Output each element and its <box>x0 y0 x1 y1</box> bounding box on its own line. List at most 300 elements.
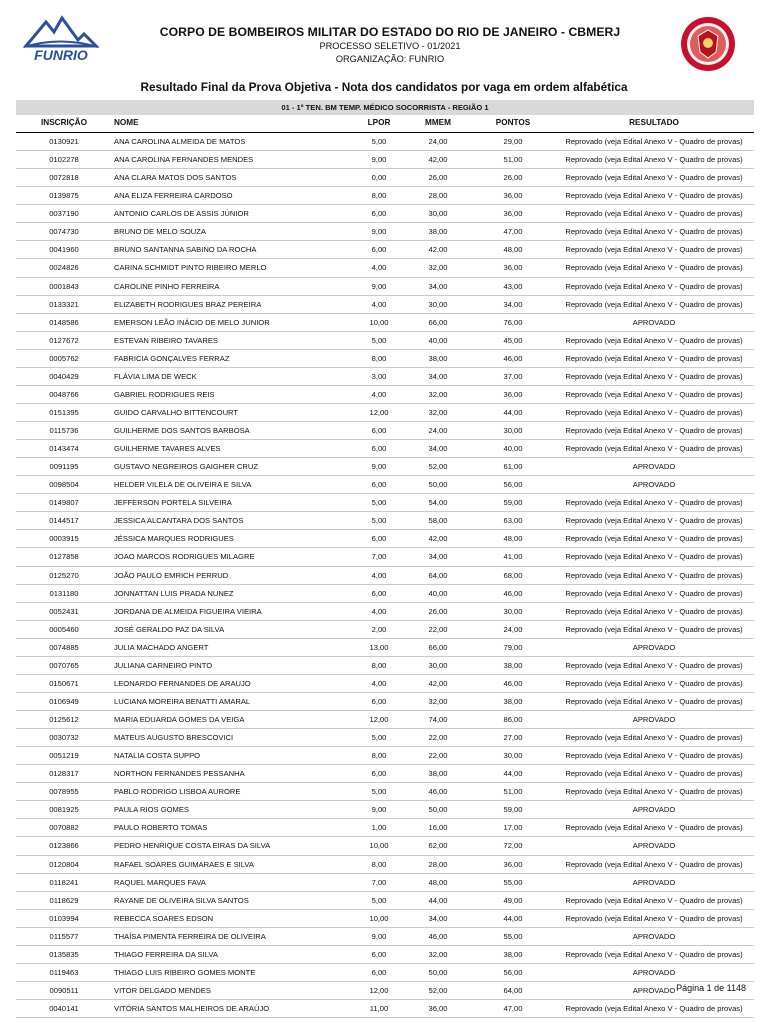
cell-inscricao: 0135835 <box>49 949 79 959</box>
col-nome: NOME <box>114 118 139 127</box>
cell-mmem: 34,00 <box>428 913 448 923</box>
cell-inscricao: 0090511 <box>49 985 79 995</box>
cell-mmem: 24,00 <box>428 426 448 435</box>
cell-nome: ANA CAROLINA ALMEIDA DE MATOS <box>114 137 246 146</box>
cell-lpor: 5,00 <box>371 498 387 508</box>
col-mmem: MMEM <box>425 118 451 127</box>
cell-mmem: 30,00 <box>428 660 448 670</box>
cell-mmem: 34,00 <box>428 552 448 562</box>
cell-mmem: 42,00 <box>428 245 448 255</box>
cell-mmem: 54,00 <box>428 498 448 508</box>
cell-pontos: 17,00 <box>503 823 523 833</box>
cell-lpor: 5,00 <box>371 137 387 146</box>
cell-inscricao: 0102278 <box>49 155 79 165</box>
cell-pontos: 46,00 <box>503 678 523 688</box>
cell-inscricao: 0005762 <box>49 353 79 363</box>
table-row <box>16 494 754 512</box>
table-row <box>16 892 754 910</box>
cell-pontos: 44,00 <box>503 769 523 779</box>
col-pontos: PONTOS <box>495 118 531 127</box>
table-row <box>16 223 754 241</box>
cell-inscricao: 0040429 <box>49 371 79 381</box>
cell-lpor: 0,00 <box>371 173 387 183</box>
cell-mmem: 50,00 <box>428 480 448 490</box>
cell-mmem: 38,00 <box>428 227 448 237</box>
cell-nome: GABRIEL RODRIGUES REIS <box>114 389 215 399</box>
cell-inscricao: 0151395 <box>49 407 79 417</box>
cell-mmem: 32,00 <box>428 949 448 959</box>
cell-lpor: 8,00 <box>371 353 387 363</box>
table-row <box>16 386 754 404</box>
cell-nome: RAYANE DE OLIVEIRA SILVA SANTOS <box>114 895 249 905</box>
cell-pontos: 26,00 <box>503 173 523 183</box>
cell-nome: RAQUEL MARQUES FAVA <box>114 877 206 887</box>
cell-pontos: 55,00 <box>503 931 523 941</box>
cell-resultado: Reprovado (veja Edital Anexo V - Quadro de provas) <box>565 281 743 291</box>
cell-nome: JÉSSICA MARQUES RODRIGUES <box>114 534 234 544</box>
table-row <box>16 187 754 205</box>
cell-mmem: 28,00 <box>428 859 448 869</box>
cell-pontos: 51,00 <box>503 787 523 797</box>
cell-nome: NATALIA COSTA SUPPO <box>114 751 201 761</box>
table-row <box>16 314 754 332</box>
table-row <box>16 404 754 422</box>
cell-inscricao: 0024826 <box>49 263 79 273</box>
cell-lpor: 5,00 <box>371 895 387 905</box>
cell-lpor: 8,00 <box>371 751 387 761</box>
cell-pontos: 76,00 <box>503 317 523 327</box>
cell-resultado: Reprovado (veja Edital Anexo V - Quadro de provas) <box>565 191 743 201</box>
cell-pontos: 56,00 <box>503 967 523 977</box>
cell-inscricao: 0150671 <box>49 678 79 688</box>
cell-resultado: Reprovado (veja Edital Anexo V - Quadro de provas) <box>565 227 743 237</box>
cell-pontos: 24,00 <box>503 624 523 634</box>
cell-mmem: 30,00 <box>428 299 448 309</box>
col-inscricao: INSCRIÇÃO <box>41 118 87 127</box>
cell-pontos: 68,00 <box>503 570 523 580</box>
cell-inscricao: 0133321 <box>49 299 79 309</box>
cell-lpor: 5,00 <box>371 787 387 797</box>
cell-pontos: 36,00 <box>503 263 523 273</box>
cell-pontos: 38,00 <box>503 696 523 706</box>
cell-mmem: 52,00 <box>428 462 448 472</box>
cell-resultado: APROVADO <box>632 877 676 887</box>
cell-pontos: 36,00 <box>503 191 523 201</box>
cell-pontos: 48,00 <box>503 245 523 255</box>
cell-resultado: Reprovado (veja Edital Anexo V - Quadro de provas) <box>565 155 743 165</box>
cell-nome: LEONARDO FERNANDES DE ARAUJO <box>114 678 251 688</box>
cell-lpor: 4,00 <box>371 299 387 309</box>
cell-inscricao: 0131180 <box>49 588 79 598</box>
cell-lpor: 13,00 <box>369 642 389 652</box>
cell-pontos: 47,00 <box>503 227 523 237</box>
cell-nome: GUILHERME TAVARES ALVES <box>114 444 221 454</box>
cell-inscricao: 0003915 <box>49 534 79 544</box>
cell-pontos: 51,00 <box>503 155 523 165</box>
cell-lpor: 2,00 <box>371 624 387 634</box>
table-row <box>16 982 754 1000</box>
cell-mmem: 16,00 <box>428 823 448 833</box>
cell-resultado: APROVADO <box>632 805 676 815</box>
cell-inscricao: 0125270 <box>49 570 79 580</box>
table-header <box>16 118 754 133</box>
cell-inscricao: 0119463 <box>49 967 79 977</box>
cell-mmem: 28,00 <box>428 191 448 201</box>
cell-pontos: 86,00 <box>503 715 523 724</box>
cell-pontos: 36,00 <box>503 389 523 399</box>
cell-mmem: 44,00 <box>428 895 448 905</box>
table-row <box>16 621 754 639</box>
cell-lpor: 4,00 <box>371 263 387 273</box>
cell-inscricao: 0005460 <box>49 624 79 634</box>
cell-resultado: Reprovado (veja Edital Anexo V - Quadro de provas) <box>565 299 743 309</box>
col-lpor: LPOR <box>367 118 391 127</box>
cell-nome: NORTHON FERNANDES PESSANHA <box>114 769 245 779</box>
cell-inscricao: 0051219 <box>49 751 79 761</box>
cell-inscricao: 0130921 <box>49 137 79 146</box>
cell-inscricao: 0144517 <box>49 516 79 526</box>
cell-lpor: 6,00 <box>371 967 387 977</box>
cell-nome: RAFAEL SOARES GUIMARAES E SILVA <box>114 859 254 869</box>
cell-nome: JOÃO PAULO EMRICH PERRUD <box>114 570 229 580</box>
cell-nome: EMERSON LEÃO INÁCIO DE MELO JUNIOR <box>114 317 270 327</box>
cell-inscricao: 0052431 <box>49 606 79 616</box>
cell-pontos: 36,00 <box>503 859 523 869</box>
cell-inscricao: 0120804 <box>49 859 79 869</box>
table-row <box>16 169 754 187</box>
cell-pontos: 30,00 <box>503 606 523 616</box>
table-row <box>16 530 754 548</box>
cell-mmem: 22,00 <box>428 624 448 634</box>
cell-nome: VITÓRIA SANTOS MALHEIROS DE ARAÚJO <box>114 1004 270 1013</box>
cell-inscricao: 0081925 <box>49 805 79 815</box>
cell-lpor: 4,00 <box>371 678 387 688</box>
cell-lpor: 8,00 <box>371 660 387 670</box>
cell-nome: BRUNO SANTANNA SABINO DA ROCHA <box>114 245 257 255</box>
cell-lpor: 4,00 <box>371 606 387 616</box>
cell-mmem: 34,00 <box>428 444 448 454</box>
table-row <box>16 259 754 277</box>
table-row <box>16 603 754 621</box>
cell-resultado: APROVADO <box>632 462 676 472</box>
cell-lpor: 9,00 <box>371 281 387 291</box>
cell-resultado: Reprovado (veja Edital Anexo V - Quadro de provas) <box>565 426 743 435</box>
cell-resultado: Reprovado (veja Edital Anexo V - Quadro de provas) <box>565 949 743 959</box>
cell-inscricao: 0149807 <box>49 498 79 508</box>
cell-mmem: 50,00 <box>428 805 448 815</box>
cell-mmem: 32,00 <box>428 389 448 399</box>
cell-mmem: 42,00 <box>428 534 448 544</box>
cell-pontos: 38,00 <box>503 660 523 670</box>
table-row <box>16 639 754 657</box>
results-table <box>16 133 754 1018</box>
cell-pontos: 55,00 <box>503 877 523 887</box>
cell-resultado: Reprovado (veja Edital Anexo V - Quadro de provas) <box>565 209 743 219</box>
cell-resultado: Reprovado (veja Edital Anexo V - Quadro de provas) <box>565 678 743 688</box>
cell-mmem: 22,00 <box>428 751 448 761</box>
cell-pontos: 29,00 <box>503 137 523 146</box>
cell-inscricao: 0072818 <box>49 173 79 183</box>
cell-mmem: 66,00 <box>428 317 448 327</box>
cell-lpor: 12,00 <box>369 985 389 995</box>
table-row <box>16 928 754 946</box>
table-row <box>16 512 754 530</box>
organization-title: CORPO DE BOMBEIROS MILITAR DO ESTADO DO RIO DE JANEIRO - CBMERJ <box>159 25 621 39</box>
table-row <box>16 657 754 675</box>
cell-inscricao: 0074885 <box>49 642 79 652</box>
cell-inscricao: 0118629 <box>49 895 79 905</box>
cell-mmem: 74,00 <box>428 715 448 724</box>
cell-pontos: 46,00 <box>503 353 523 363</box>
table-row <box>16 819 754 837</box>
cell-nome: LUCIANA MOREIRA BENATTI AMARAL <box>114 696 251 706</box>
cell-nome: JESSICA ALCANTARA DOS SANTOS <box>114 516 244 526</box>
cell-inscricao: 0078955 <box>49 787 79 797</box>
cell-resultado: Reprovado (veja Edital Anexo V - Quadro de provas) <box>565 859 743 869</box>
cell-resultado: Reprovado (veja Edital Anexo V - Quadro de provas) <box>565 751 743 761</box>
cell-nome: ANA CAROLINA FERNANDES MENDES <box>114 155 254 165</box>
cell-nome: JONNATTAN LUIS PRADA NUNEZ <box>114 588 234 598</box>
cell-mmem: 34,00 <box>428 281 448 291</box>
cell-nome: CAROLINE PINHO FERREIRA <box>114 281 220 291</box>
cell-mmem: 24,00 <box>428 137 448 146</box>
cell-mmem: 40,00 <box>428 588 448 598</box>
cell-lpor: 6,00 <box>371 588 387 598</box>
cell-lpor: 10,00 <box>369 913 389 923</box>
cell-inscricao: 0115577 <box>49 931 79 941</box>
cell-nome: FLÁVIA LIMA DE WECK <box>114 371 197 381</box>
cell-mmem: 26,00 <box>428 606 448 616</box>
cell-resultado: APROVADO <box>632 317 676 327</box>
cell-mmem: 26,00 <box>428 173 448 183</box>
cell-pontos: 48,00 <box>503 534 523 544</box>
funrio-logo <box>20 14 102 64</box>
cell-pontos: 47,00 <box>503 1004 523 1013</box>
cell-inscricao: 0048766 <box>49 389 79 399</box>
table-row <box>16 296 754 314</box>
cell-resultado: Reprovado (veja Edital Anexo V - Quadro de provas) <box>565 173 743 183</box>
cell-lpor: 6,00 <box>371 245 387 255</box>
cell-resultado: Reprovado (veja Edital Anexo V - Quadro de provas) <box>565 660 743 670</box>
cell-resultado: Reprovado (veja Edital Anexo V - Quadro de provas) <box>565 588 743 598</box>
cell-pontos: 59,00 <box>503 805 523 815</box>
cell-nome: JULIA MACHADO ANGERT <box>114 642 209 652</box>
cell-resultado: Reprovado (veja Edital Anexo V - Quadro de provas) <box>565 624 743 634</box>
table-row <box>16 458 754 476</box>
cell-resultado: Reprovado (veja Edital Anexo V - Quadro de provas) <box>565 733 743 743</box>
cell-inscricao: 0125612 <box>49 715 79 724</box>
cell-inscricao: 0040141 <box>49 1004 79 1013</box>
cell-resultado: Reprovado (veja Edital Anexo V - Quadro de provas) <box>565 389 743 399</box>
cell-nome: GUSTAVO NEGREIROS GAIGHER CRUZ <box>114 462 259 472</box>
cell-lpor: 11,00 <box>369 1004 389 1013</box>
cell-resultado: Reprovado (veja Edital Anexo V - Quadro de provas) <box>565 1004 743 1013</box>
cell-nome: THAÍSA PIMENTA FERREIRA DE OLIVEIRA <box>114 931 266 941</box>
cell-resultado: Reprovado (veja Edital Anexo V - Quadro de provas) <box>565 696 743 706</box>
cell-lpor: 12,00 <box>369 715 389 724</box>
cell-nome: ELIZABETH RODRIGUES BRAZ PEREIRA <box>114 299 262 309</box>
cell-mmem: 38,00 <box>428 769 448 779</box>
cell-nome: THIAGO FERREIRA DA SILVA <box>114 949 218 959</box>
cell-pontos: 61,00 <box>503 462 523 472</box>
page-number: Página 1 de 1148 <box>676 983 746 993</box>
cell-lpor: 7,00 <box>371 877 387 887</box>
cell-nome: PABLO RODRIGO LISBOA AURORE <box>114 787 241 797</box>
cell-resultado: Reprovado (veja Edital Anexo V - Quadro de provas) <box>565 407 743 417</box>
cell-lpor: 10,00 <box>369 841 389 851</box>
cell-resultado: Reprovado (veja Edital Anexo V - Quadro de provas) <box>565 606 743 616</box>
cell-resultado: APROVADO <box>632 931 676 941</box>
cell-inscricao: 0098504 <box>49 480 79 490</box>
cell-nome: VITOR DELGADO MENDES <box>114 985 211 995</box>
cell-pontos: 46,00 <box>503 588 523 598</box>
table-row <box>16 567 754 585</box>
cell-pontos: 44,00 <box>503 913 523 923</box>
table-row <box>16 133 754 151</box>
cell-inscricao: 0103994 <box>49 913 79 923</box>
table-row <box>16 422 754 440</box>
cell-mmem: 58,00 <box>428 516 448 526</box>
cell-nome: JEFFERSON PORTELA SILVEIRA <box>114 498 232 508</box>
cell-mmem: 46,00 <box>428 787 448 797</box>
cell-nome: THIAGO LUIS RIBEIRO GOMES MONTE <box>114 967 256 977</box>
cell-resultado: Reprovado (veja Edital Anexo V - Quadro de provas) <box>565 895 743 905</box>
cell-resultado: Reprovado (veja Edital Anexo V - Quadro de provas) <box>565 823 743 833</box>
cell-pontos: 44,00 <box>503 407 523 417</box>
cell-nome: ANA ELIZA FERREIRA CARDOSO <box>114 191 233 201</box>
cbmerj-seal <box>680 16 736 72</box>
cell-nome: JULIANA CARNEIRO PINTO <box>114 660 213 670</box>
table-row <box>16 476 754 494</box>
cell-resultado: Reprovado (veja Edital Anexo V - Quadro de provas) <box>565 137 743 146</box>
table-row <box>16 729 754 747</box>
cell-pontos: 36,00 <box>503 209 523 219</box>
cell-mmem: 30,00 <box>428 209 448 219</box>
table-row <box>16 856 754 874</box>
table-row <box>16 440 754 458</box>
page-title: Resultado Final da Prova Objetiva - Nota dos candidatos por vaga em ordem alfabética <box>140 80 628 94</box>
cell-resultado: Reprovado (veja Edital Anexo V - Quadro de provas) <box>565 371 743 381</box>
cell-resultado: Reprovado (veja Edital Anexo V - Quadro de provas) <box>565 570 743 580</box>
table-row <box>16 1000 754 1018</box>
cell-lpor: 9,00 <box>371 227 387 237</box>
cell-lpor: 9,00 <box>371 462 387 472</box>
cell-mmem: 64,00 <box>428 570 448 580</box>
logo-text: FUNRIO <box>34 47 88 63</box>
cell-pontos: 59,00 <box>503 498 523 508</box>
cell-nome: MATEUS AUGUSTO BRESCOVICI <box>114 733 234 743</box>
cell-nome: BRUNO DE MELO SOUZA <box>114 227 206 237</box>
table-row <box>16 747 754 765</box>
table-row <box>16 910 754 928</box>
process-subtitle: PROCESSO SELETIVO - 01/2021 <box>319 41 461 51</box>
table-row <box>16 278 754 296</box>
cell-resultado: Reprovado (veja Edital Anexo V - Quadro de provas) <box>565 335 743 345</box>
cell-resultado: Reprovado (veja Edital Anexo V - Quadro de provas) <box>565 353 743 363</box>
cell-resultado: Reprovado (veja Edital Anexo V - Quadro de provas) <box>565 787 743 797</box>
cell-lpor: 3,00 <box>371 371 387 381</box>
cell-resultado: Reprovado (veja Edital Anexo V - Quadro de provas) <box>565 769 743 779</box>
cell-mmem: 32,00 <box>428 263 448 273</box>
table-row <box>16 964 754 982</box>
cell-resultado: APROVADO <box>632 642 676 652</box>
cell-pontos: 63,00 <box>503 516 523 526</box>
cell-pontos: 45,00 <box>503 335 523 345</box>
cell-mmem: 36,00 <box>428 1004 448 1013</box>
cell-pontos: 49,00 <box>503 895 523 905</box>
table-row <box>16 151 754 169</box>
cell-mmem: 42,00 <box>428 678 448 688</box>
cell-nome: JORDANA DE ALMEIDA FIGUEIRA VIEIRA <box>114 606 262 616</box>
cell-lpor: 6,00 <box>371 949 387 959</box>
cell-inscricao: 0001843 <box>49 281 79 291</box>
cell-mmem: 66,00 <box>428 642 448 652</box>
table-row <box>16 946 754 964</box>
table-row <box>16 693 754 711</box>
cell-inscricao: 0127672 <box>49 335 79 345</box>
cell-lpor: 6,00 <box>371 480 387 490</box>
cell-resultado: APROVADO <box>632 985 676 995</box>
cell-nome: CARINA SCHMIDT PINTO RIBEIRO MERLO <box>114 263 267 273</box>
cell-resultado: Reprovado (veja Edital Anexo V - Quadro de provas) <box>565 516 743 526</box>
cell-lpor: 4,00 <box>371 389 387 399</box>
cell-nome: PEDRO HENRIQUE COSTA EIRAS DA SILVA <box>114 841 271 851</box>
cell-nome: ANA CLARA MATOS DOS SANTOS <box>114 173 237 183</box>
cell-nome: PAULO ROBERTO TOMAS <box>114 823 208 833</box>
cell-pontos: 30,00 <box>503 426 523 435</box>
cell-inscricao: 0123866 <box>49 841 79 851</box>
cell-nome: HELDER VILELA DE OLIVEIRA E SILVA <box>114 480 252 490</box>
cell-nome: GUIDO CARVALHO BITTENCOURT <box>114 407 239 417</box>
cell-inscricao: 0041960 <box>49 245 79 255</box>
organizer-subtitle: ORGANIZAÇÃO: FUNRIO <box>335 54 445 64</box>
cell-lpor: 6,00 <box>371 769 387 779</box>
cell-mmem: 32,00 <box>428 407 448 417</box>
cell-inscricao: 0139875 <box>49 191 79 201</box>
cell-resultado: Reprovado (veja Edital Anexo V - Quadro de provas) <box>565 534 743 544</box>
cell-lpor: 10,00 <box>369 317 389 327</box>
cell-inscricao: 0128317 <box>49 769 79 779</box>
cell-lpor: 1,00 <box>371 823 387 833</box>
table-row <box>16 675 754 693</box>
cell-resultado: Reprovado (veja Edital Anexo V - Quadro de provas) <box>565 245 743 255</box>
cell-inscricao: 0037190 <box>49 209 79 219</box>
cell-inscricao: 0143474 <box>49 444 79 454</box>
cell-resultado: Reprovado (veja Edital Anexo V - Quadro de provas) <box>565 263 743 273</box>
table-row <box>16 837 754 855</box>
col-resultado: RESULTADO <box>629 118 679 127</box>
cell-mmem: 52,00 <box>428 985 448 995</box>
table-row <box>16 801 754 819</box>
cell-pontos: 79,00 <box>503 642 523 652</box>
cell-lpor: 8,00 <box>371 191 387 201</box>
cell-mmem: 34,00 <box>428 371 448 381</box>
cell-pontos: 64,00 <box>503 985 523 995</box>
cell-inscricao: 0106949 <box>49 696 79 706</box>
cell-lpor: 9,00 <box>371 805 387 815</box>
cell-resultado: Reprovado (veja Edital Anexo V - Quadro de provas) <box>565 498 743 508</box>
cell-nome: JOAO MARCOS RODRIGUES MILAGRE <box>114 552 255 562</box>
cell-inscricao: 0148586 <box>49 317 79 327</box>
cell-pontos: 37,00 <box>503 371 523 381</box>
table-row <box>16 765 754 783</box>
cell-nome: GUILHERME DOS SANTOS BARBOSA <box>114 426 250 435</box>
cell-pontos: 72,00 <box>503 841 523 851</box>
table-row <box>16 548 754 566</box>
table-row <box>16 241 754 259</box>
section-heading: 01 - 1º TEN. BM TEMP. MÉDICO SOCORRISTA - REGIÃO 1 <box>16 100 754 115</box>
cell-resultado: Reprovado (veja Edital Anexo V - Quadro de provas) <box>565 913 743 923</box>
